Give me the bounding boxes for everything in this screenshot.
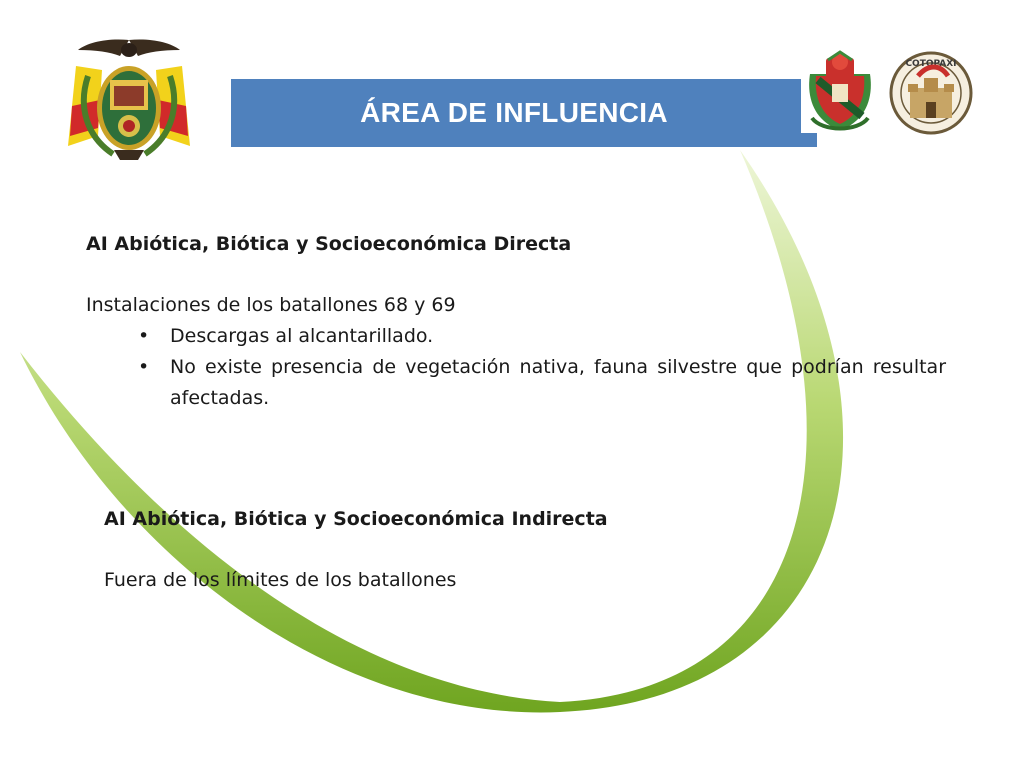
emblem-label: COTOPAXI <box>905 59 957 69</box>
indirect-influence-heading: AI Abiótica, Biótica y Socioeconómica Indirecta <box>104 508 608 530</box>
castle-emblem-icon <box>888 50 974 136</box>
title-banner <box>231 79 817 147</box>
battalion-crest-icon <box>802 50 878 134</box>
page-title: ÁREA DE INFLUENCIA <box>360 97 668 128</box>
bullet-icon: • <box>138 356 150 378</box>
indirect-influence-section <box>104 504 864 596</box>
list-item <box>86 352 946 414</box>
list-item-text: Descargas al alcantarillado. <box>170 325 434 347</box>
list-item <box>86 321 946 352</box>
direct-influence-section <box>86 229 946 414</box>
ecuador-coat-of-arms-icon <box>58 36 200 164</box>
direct-influence-list <box>86 321 946 414</box>
list-item-text: No existe presencia de vegetación nativa, fauna silvestre que podrían resultar afectadas. <box>170 356 946 409</box>
indirect-influence-text: Fuera de los límites de los batallones <box>104 569 457 591</box>
direct-influence-subheading: Instalaciones de los batallones 68 y 69 <box>86 294 456 316</box>
direct-influence-heading: AI Abiótica, Biótica y Socioeconómica Directa <box>86 233 572 255</box>
bullet-icon: • <box>138 325 150 347</box>
